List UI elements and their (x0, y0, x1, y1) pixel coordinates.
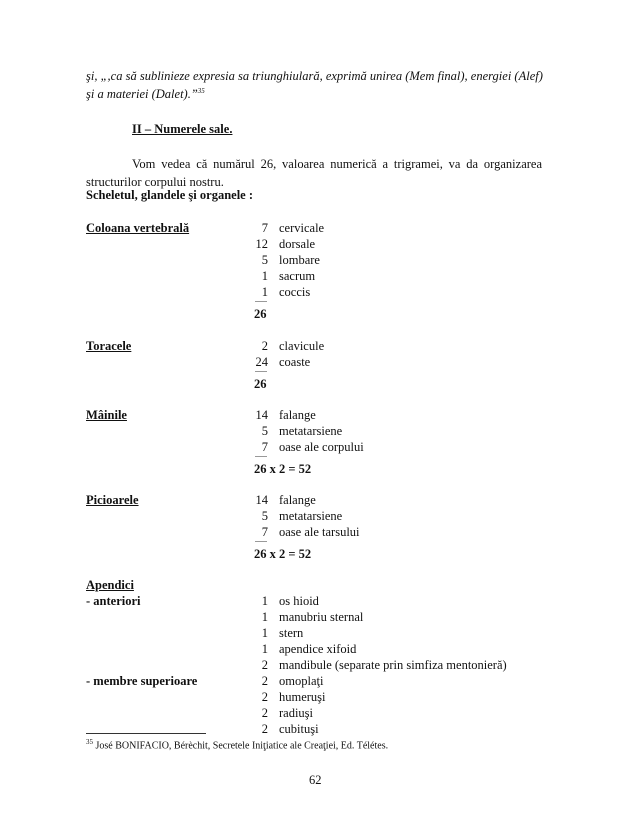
footnote-number: 35 (86, 738, 93, 746)
page-number: 62 (309, 773, 322, 787)
item-desc: manubriu sternal (279, 610, 364, 624)
item-desc: os hioid (279, 594, 319, 608)
table-row (0, 221, 638, 237)
table-row (0, 594, 638, 610)
footnote-text: José BONIFACIO, Bérèchit, Secretele Iniţiatice ale Creaţiei, Ed. Télétes. (93, 740, 389, 752)
group-total: 26 (254, 307, 267, 321)
table-row (0, 509, 638, 525)
item-count: 14 (255, 408, 268, 422)
item-count: 7 (261, 525, 268, 539)
intro-line-1: şi, „,ca să sublinieze expresia sa triunghiulară, exprimă unirea (Mem final), energiei (Alef) (86, 69, 543, 83)
table-row (0, 547, 638, 563)
item-count: 14 (255, 493, 268, 507)
group-label-mainile: Mâinile (86, 408, 127, 422)
item-count: 1 (261, 626, 268, 640)
table-row (0, 658, 638, 674)
item-desc: stern (279, 626, 304, 640)
item-desc: radiuşi (279, 706, 314, 720)
table-row (0, 253, 638, 269)
item-count: 2 (261, 658, 268, 672)
item-desc: falange (279, 493, 316, 507)
item-desc: apendice xifoid (279, 642, 357, 656)
sublabel-superioare: - membre superioare (86, 674, 198, 688)
table-row (0, 462, 638, 478)
table-row (0, 690, 638, 706)
table-row (0, 307, 638, 323)
group-label-apendici: Apendici (86, 578, 134, 592)
item-desc: metatarsiene (279, 509, 343, 523)
intro-line-2 (86, 87, 205, 102)
footnote-ref: 35 (197, 87, 205, 95)
item-count: 5 (261, 253, 268, 267)
group-label-picioarele: Picioarele (86, 493, 139, 507)
table-row (0, 424, 638, 440)
table-row (0, 642, 638, 658)
sublabel-anteriori: - anteriori (86, 594, 141, 608)
sum-separator (255, 371, 267, 372)
footnote (86, 738, 388, 751)
item-desc: oase ale tarsului (279, 525, 360, 539)
footnote-divider (86, 733, 206, 734)
group-total: 26 x 2 = 52 (254, 547, 312, 561)
group-label-toracele: Toracele (86, 339, 132, 353)
table-row (0, 610, 638, 626)
intro-line-2-text: şi a materiei (Dalet).” (86, 87, 198, 102)
table-row (0, 706, 638, 722)
skeleton-subtitle: Scheletul, glandele şi organele : (86, 188, 253, 202)
item-desc: clavicule (279, 339, 325, 353)
group-total: 26 (254, 377, 267, 391)
item-count: 1 (261, 285, 268, 299)
item-desc: humeruşi (279, 690, 326, 704)
table-row (0, 237, 638, 253)
item-desc: coaste (279, 355, 311, 369)
sum-separator (255, 541, 267, 542)
table-row (0, 408, 638, 424)
item-desc: oase ale corpului (279, 440, 364, 454)
item-count: 1 (261, 642, 268, 656)
item-count: 1 (261, 594, 268, 608)
item-count: 2 (261, 722, 268, 736)
item-count: 12 (255, 237, 268, 251)
item-count: 1 (261, 610, 268, 624)
item-count: 2 (261, 690, 268, 704)
item-desc: lombare (279, 253, 320, 267)
item-count: 2 (261, 674, 268, 688)
item-count: 2 (261, 706, 268, 720)
group-label-coloana: Coloana vertebrală (86, 221, 190, 235)
table-row (0, 377, 638, 393)
item-count: 1 (261, 269, 268, 283)
table-row (0, 525, 638, 541)
item-count: 7 (261, 440, 268, 454)
table-row (0, 626, 638, 642)
table-row (0, 674, 638, 690)
item-desc: falange (279, 408, 316, 422)
item-desc: sacrum (279, 269, 316, 283)
item-desc: metatarsiene (279, 424, 343, 438)
sum-separator (255, 301, 267, 302)
table-row (0, 269, 638, 285)
table-row (0, 339, 638, 355)
item-desc: coccis (279, 285, 311, 299)
item-count: 24 (255, 355, 268, 369)
sum-separator (255, 456, 267, 457)
section-title: II – Numerele sale. (132, 122, 233, 136)
table-row (0, 440, 638, 456)
item-desc: dorsale (279, 237, 316, 251)
table-row (0, 493, 638, 509)
table-row (0, 722, 638, 738)
item-desc: cubituşi (279, 722, 319, 736)
table-row (0, 578, 638, 594)
body-paragraph: Vom vedea că numărul 26, valoarea numerică a trigramei, va da organizarea structurilor corpului nostru. (86, 157, 542, 189)
table-row (0, 355, 638, 371)
table-row (0, 285, 638, 301)
item-count: 2 (261, 339, 268, 353)
item-count: 5 (261, 424, 268, 438)
item-desc: mandibule (separate prin simfiza mentonieră) (279, 658, 507, 672)
item-count: 5 (261, 509, 268, 523)
item-desc: omoplaţi (279, 674, 324, 688)
group-total: 26 x 2 = 52 (254, 462, 312, 476)
item-desc: cervicale (279, 221, 325, 235)
item-count: 7 (261, 221, 268, 235)
